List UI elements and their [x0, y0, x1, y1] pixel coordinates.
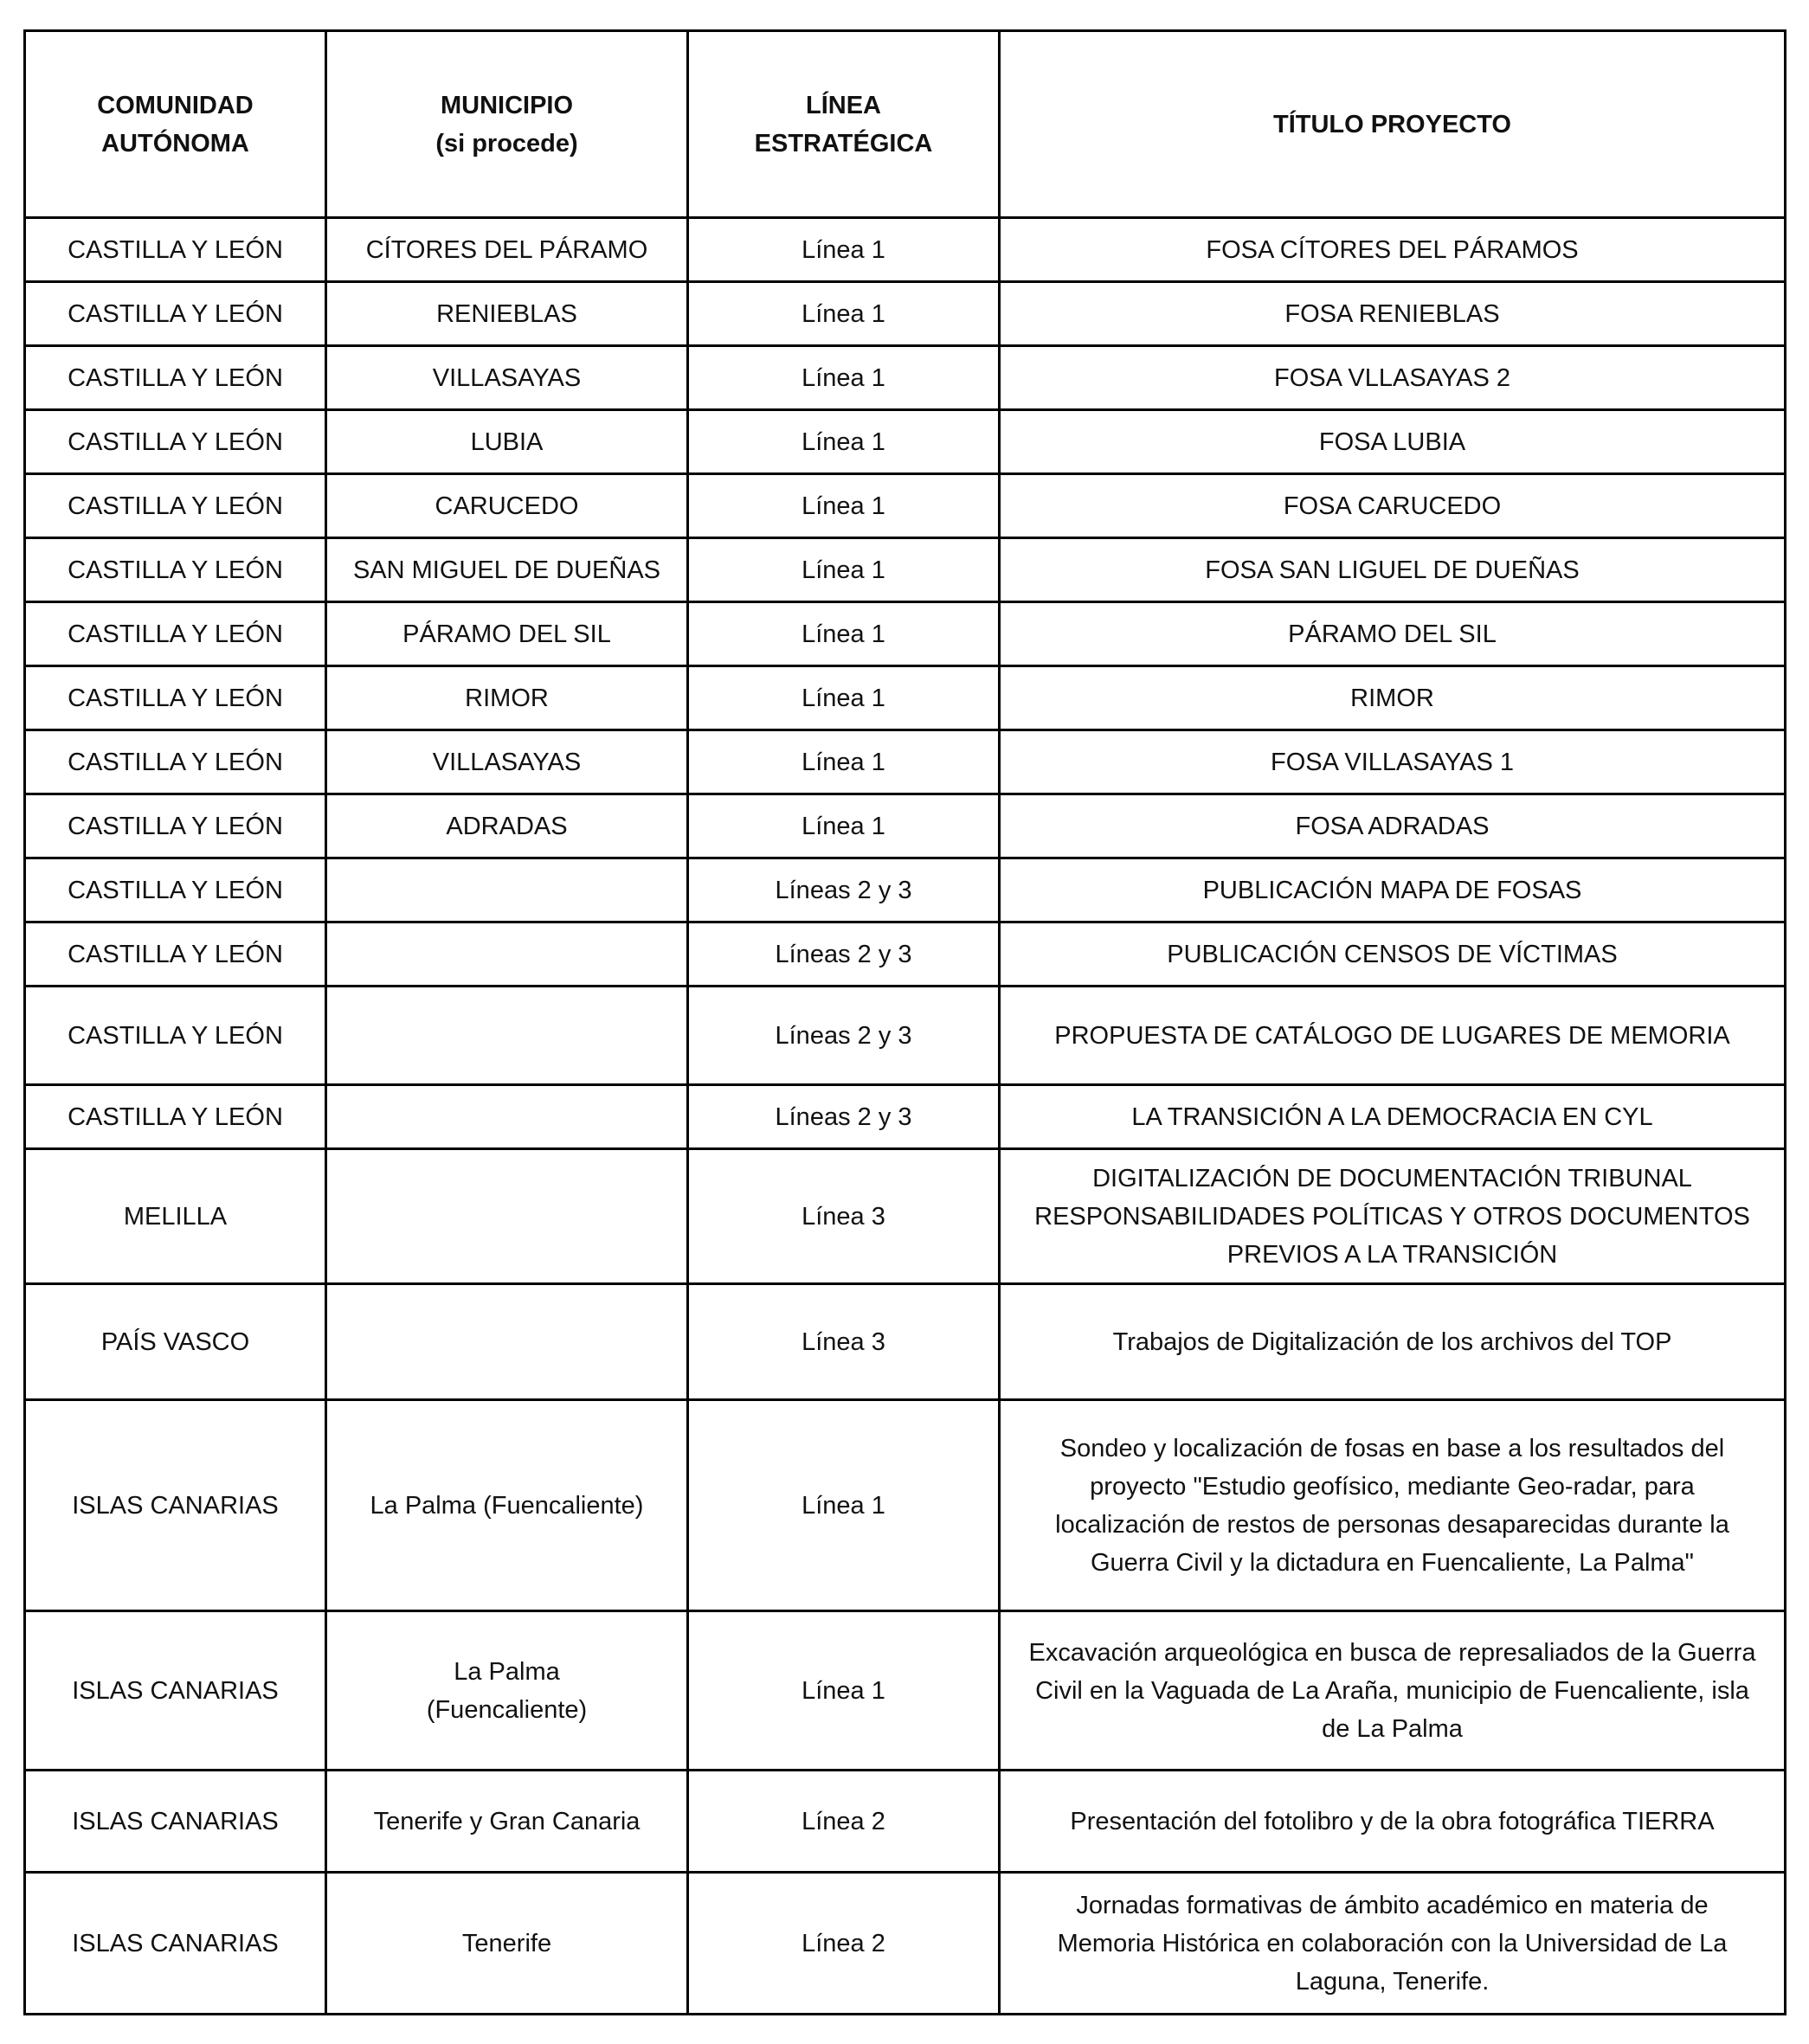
cell-linea: Línea 1 — [688, 282, 1000, 346]
table-row — [25, 987, 1786, 1085]
cell-municipio: Tenerife y Gran Canaria — [326, 1771, 688, 1873]
cell-titulo: FOSA SAN LIGUEL DE DUEÑAS — [1000, 538, 1786, 602]
table-row — [25, 218, 1786, 282]
cell-municipio — [326, 987, 688, 1085]
table-row — [25, 1149, 1786, 1284]
cell-municipio — [326, 1149, 688, 1284]
cell-titulo: Jornadas formativas de ámbito académico en materia de Memoria Histórica en colaboración con la Universidad de La Laguna, Tenerife. — [1000, 1873, 1786, 2015]
cell-comunidad: CASTILLA Y LEÓN — [25, 987, 326, 1085]
cell-titulo: FOSA RENIEBLAS — [1000, 282, 1786, 346]
cell-linea: Línea 1 — [688, 346, 1000, 410]
cell-titulo: Trabajos de Digitalización de los archivos del TOP — [1000, 1284, 1786, 1400]
table-row — [25, 1085, 1786, 1149]
cell-linea: Líneas 2 y 3 — [688, 1085, 1000, 1149]
table-row — [25, 410, 1786, 474]
cell-titulo: DIGITALIZACIÓN DE DOCUMENTACIÓN TRIBUNAL RESPONSABILIDADES POLÍTICAS Y OTROS DOCUMENTOS PREVIOS A LA TRANSICIÓN — [1000, 1149, 1786, 1284]
table-row — [25, 1873, 1786, 2015]
cell-municipio — [326, 922, 688, 987]
header-row — [25, 31, 1786, 218]
cell-municipio: RENIEBLAS — [326, 282, 688, 346]
cell-titulo: FOSA LUBIA — [1000, 410, 1786, 474]
table-row — [25, 666, 1786, 730]
table-row — [25, 538, 1786, 602]
cell-municipio: CARUCEDO — [326, 474, 688, 538]
table-row — [25, 1400, 1786, 1611]
cell-titulo: PROPUESTA DE CATÁLOGO DE LUGARES DE MEMORIA — [1000, 987, 1786, 1085]
cell-municipio: La Palma (Fuencaliente) — [326, 1611, 688, 1771]
cell-comunidad: ISLAS CANARIAS — [25, 1771, 326, 1873]
cell-comunidad: CASTILLA Y LEÓN — [25, 922, 326, 987]
cell-comunidad: CASTILLA Y LEÓN — [25, 474, 326, 538]
table-row — [25, 1771, 1786, 1873]
cell-linea: Línea 1 — [688, 538, 1000, 602]
cell-municipio: RIMOR — [326, 666, 688, 730]
table-row — [25, 1284, 1786, 1400]
cell-titulo: FOSA VILLASAYAS 1 — [1000, 730, 1786, 794]
table-row — [25, 282, 1786, 346]
cell-titulo: FOSA ADRADAS — [1000, 794, 1786, 858]
cell-municipio — [326, 1284, 688, 1400]
header-titulo: TÍTULO PROYECTO — [1000, 31, 1786, 218]
cell-municipio: Tenerife — [326, 1873, 688, 2015]
cell-comunidad: CASTILLA Y LEÓN — [25, 858, 326, 922]
table-row — [25, 474, 1786, 538]
cell-titulo: PÁRAMO DEL SIL — [1000, 602, 1786, 666]
cell-comunidad: ISLAS CANARIAS — [25, 1611, 326, 1771]
cell-linea: Línea 1 — [688, 218, 1000, 282]
cell-linea: Línea 2 — [688, 1771, 1000, 1873]
cell-comunidad: CASTILLA Y LEÓN — [25, 602, 326, 666]
table-row — [25, 858, 1786, 922]
cell-linea: Línea 3 — [688, 1284, 1000, 1400]
cell-comunidad: CASTILLA Y LEÓN — [25, 794, 326, 858]
cell-titulo: FOSA CARUCEDO — [1000, 474, 1786, 538]
table-row — [25, 730, 1786, 794]
cell-comunidad: CASTILLA Y LEÓN — [25, 410, 326, 474]
table-row — [25, 346, 1786, 410]
cell-comunidad: CASTILLA Y LEÓN — [25, 282, 326, 346]
cell-municipio — [326, 1085, 688, 1149]
cell-linea: Línea 1 — [688, 794, 1000, 858]
cell-linea: Línea 1 — [688, 410, 1000, 474]
header-linea: LÍNEA ESTRATÉGICA — [688, 31, 1000, 218]
cell-comunidad: CASTILLA Y LEÓN — [25, 218, 326, 282]
cell-municipio: VILLASAYAS — [326, 730, 688, 794]
header-comunidad: COMUNIDAD AUTÓNOMA — [25, 31, 326, 218]
table-row — [25, 602, 1786, 666]
table-row — [25, 922, 1786, 987]
cell-titulo: FOSA VLLASAYAS 2 — [1000, 346, 1786, 410]
cell-comunidad: ISLAS CANARIAS — [25, 1400, 326, 1611]
cell-titulo: FOSA CÍTORES DEL PÁRAMOS — [1000, 218, 1786, 282]
cell-comunidad: CASTILLA Y LEÓN — [25, 346, 326, 410]
cell-municipio: ADRADAS — [326, 794, 688, 858]
cell-linea: Línea 1 — [688, 1400, 1000, 1611]
cell-titulo: LA TRANSICIÓN A LA DEMOCRACIA EN CYL — [1000, 1085, 1786, 1149]
cell-municipio: CÍTORES DEL PÁRAMO — [326, 218, 688, 282]
cell-titulo: PUBLICACIÓN CENSOS DE VÍCTIMAS — [1000, 922, 1786, 987]
cell-comunidad: CASTILLA Y LEÓN — [25, 666, 326, 730]
cell-municipio: LUBIA — [326, 410, 688, 474]
cell-linea: Línea 1 — [688, 474, 1000, 538]
table-row — [25, 1611, 1786, 1771]
cell-municipio — [326, 858, 688, 922]
cell-municipio: VILLASAYAS — [326, 346, 688, 410]
cell-titulo: Excavación arqueológica en busca de represaliados de la Guerra Civil en la Vaguada de La Araña, municipio de Fuencaliente, isla de La Palma — [1000, 1611, 1786, 1771]
cell-comunidad: ISLAS CANARIAS — [25, 1873, 326, 2015]
cell-comunidad: MELILLA — [25, 1149, 326, 1284]
cell-linea: Línea 1 — [688, 730, 1000, 794]
cell-titulo: Presentación del fotolibro y de la obra fotográfica TIERRA — [1000, 1771, 1786, 1873]
cell-linea: Línea 1 — [688, 1611, 1000, 1771]
cell-titulo: PUBLICACIÓN MAPA DE FOSAS — [1000, 858, 1786, 922]
cell-linea: Línea 1 — [688, 666, 1000, 730]
cell-titulo: RIMOR — [1000, 666, 1786, 730]
cell-comunidad: PAÍS VASCO — [25, 1284, 326, 1400]
cell-linea: Línea 2 — [688, 1873, 1000, 2015]
cell-comunidad: CASTILLA Y LEÓN — [25, 1085, 326, 1149]
cell-linea: Línea 1 — [688, 602, 1000, 666]
cell-linea: Líneas 2 y 3 — [688, 922, 1000, 987]
cell-municipio: PÁRAMO DEL SIL — [326, 602, 688, 666]
cell-linea: Líneas 2 y 3 — [688, 987, 1000, 1085]
cell-comunidad: CASTILLA Y LEÓN — [25, 538, 326, 602]
cell-titulo: Sondeo y localización de fosas en base a los resultados del proyecto "Estudio geofísico, mediante Geo-radar, para localización de restos de personas desaparecidas durante la Guerra Civil y la dictadura en Fuencaliente, La Palma" — [1000, 1400, 1786, 1611]
cell-municipio: SAN MIGUEL DE DUEÑAS — [326, 538, 688, 602]
cell-linea: Líneas 2 y 3 — [688, 858, 1000, 922]
projects-table — [23, 29, 1786, 2015]
cell-comunidad: CASTILLA Y LEÓN — [25, 730, 326, 794]
cell-linea: Línea 3 — [688, 1149, 1000, 1284]
cell-municipio: La Palma (Fuencaliente) — [326, 1400, 688, 1611]
table-row — [25, 794, 1786, 858]
header-municipio: MUNICIPIO (si procede) — [326, 31, 688, 218]
